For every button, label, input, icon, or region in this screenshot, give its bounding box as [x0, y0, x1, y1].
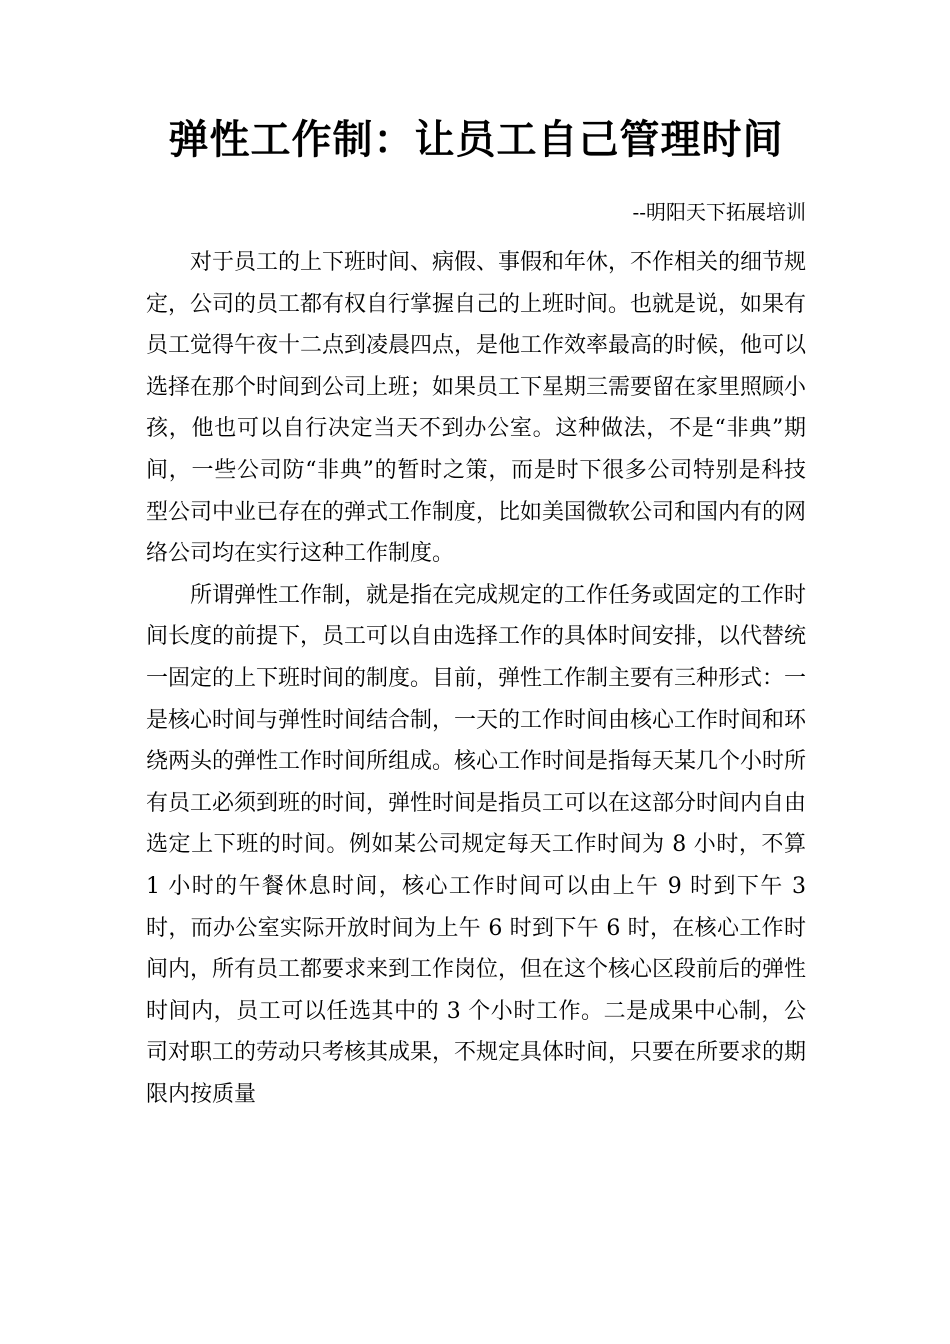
document-page	[146, 0, 806, 1344]
document-title: 弹性工作制：让员工自己管理时间	[168, 117, 784, 163]
document-body	[146, 242, 806, 1115]
paragraph-1: 对于员工的上下班时间、病假、事假和年休，不作相关的细节规定，公司的员工都有权自行掌握自己的上班时间。也就是说，如果有员工觉得午夜十二点到凌晨四点，是他工作效率最高的时候，他可以选择在那个时间到公司上班；如果员工下星期三需要留在家里照顾小孩，他也可以自行决定当天不到办公室。这种做法，不是“非典”期间，一些公司防“非典”的暂时之策，而是时下很多公司特别是科技型公司中业已存在的弹式工作制度，比如美国微软公司和国内有的网络公司均在实行这种工作制度。	[146, 250, 807, 567]
paragraph-2: 所谓弹性工作制，就是指在完成规定的工作任务或固定的工作时间长度的前提下，员工可以自由选择工作的具体时间安排，以代替统一固定的上下班时间的制度。目前，弹性工作制主要有三种形式：一是核心时间与弹性时间结合制，一天的工作时间由核心工作时间和环绕两头的弹性工作时间所组成。核心工作时间是指每天某几个小时所有员工必须到班的时间，弹性时间是指员工可以在这部分时间内自由选定上下班的时间。例如某公司规定每天工作时间为 8 小时，不算 1 小时的午餐休息时间，核心工作时间可以由上午 9 时到下午 3 时，而办公室实际开放时间为上午 6 时到下午 6 时，在核心工作时间内，所有员工都要求来到工作岗位，但在这个核心区段前后的弹性时间内，员工可以任选其中的 3 个小时工作。二是成果中心制，公司对职工的劳动只考核其成果，不规定具体时间，只要在所要求的期限内按质量	[146, 582, 807, 1107]
document-byline: --明阳天下拓展培训	[632, 200, 806, 224]
